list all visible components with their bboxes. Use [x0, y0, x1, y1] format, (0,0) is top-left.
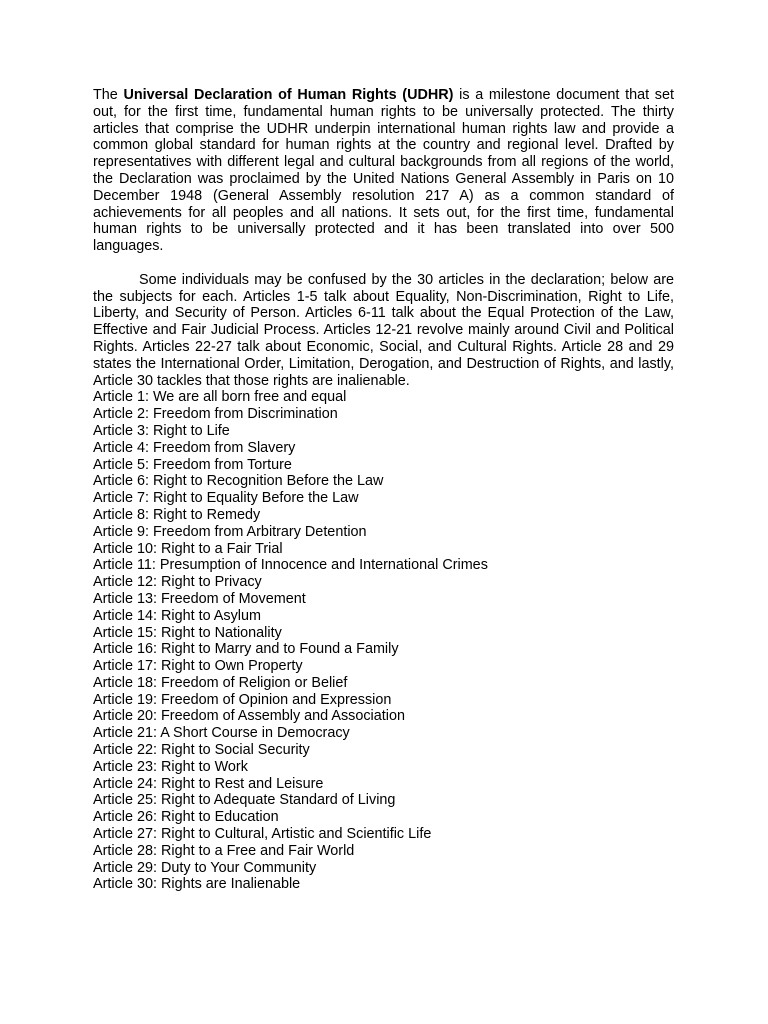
- article-list: [93, 389, 674, 893]
- udhr-title: Universal Declaration of Human Rights (UDHR): [123, 87, 454, 103]
- article-item: Article 3: Right to Life: [93, 422, 230, 439]
- article-item: Article 1: We are all born free and equal: [93, 389, 347, 406]
- article-item: Article 7: Right to Equality Before the Law: [93, 490, 359, 507]
- article-item: Article 5: Freedom from Torture: [93, 456, 292, 473]
- article-item: Article 24: Right to Rest and Leisure: [93, 775, 324, 792]
- article-item: Article 17: Right to Own Property: [93, 658, 303, 675]
- article-item: Article 12: Right to Privacy: [93, 574, 262, 591]
- intro-text: is a milestone document that set out, for the first time, fundamental human rights to be universally protected. The thirty articles that comprise the UDHR underpin international human rights law and provide a common global standard for human rights at the country and regional level. Drafted by representatives with different legal and cultural backgrounds from all regions of the world, the Declaration was proclaimed by the United Nations General Assembly in Paris on 10 December 1948 (General Assembly resolution 217 A) as a common standard of achievements for all peoples and all nations. It sets out, for the first time, fundamental human rights to be universally protected and it has been translated into over 500 languages.: [93, 87, 675, 255]
- article-item: Article 20: Freedom of Assembly and Association: [93, 708, 405, 725]
- document-page: [93, 87, 674, 893]
- article-item: Article 15: Right to Nationality: [93, 624, 282, 641]
- article-item: Article 11: Presumption of Innocence and International Crimes: [93, 557, 488, 574]
- article-item: Article 4: Freedom from Slavery: [93, 439, 296, 456]
- article-item: Article 29: Duty to Your Community: [93, 859, 317, 876]
- article-item: Article 23: Right to Work: [93, 758, 248, 775]
- article-item: Article 8: Right to Remedy: [93, 506, 261, 523]
- article-item: Article 30: Rights are Inalienable: [93, 876, 301, 893]
- article-item: Article 6: Right to Recognition Before the Law: [93, 473, 384, 490]
- summary-paragraph: Some individuals may be confused by the 30 articles in the declaration; below are the subjects for each. Articles 1-5 talk about Equality, Non-Discrimination, Right to Life, Liberty, and Security of Person. Articles 6-11 talk about the Equal Protection of the Law, Effective and Fair Judicial Process. Articles 12-21 revolve mainly around Civil and Political Rights. Articles 22-27 talk about Economic, Social, and Cultural Rights. Article 28 and 29 states the International Order, Limitation, Derogation, and Destruction of Rights, and lastly, Article 30 tackles that those rights are inalienable.: [93, 271, 674, 389]
- article-item: Article 18: Freedom of Religion or Belief: [93, 674, 348, 691]
- article-item: Article 19: Freedom of Opinion and Expression: [93, 691, 392, 708]
- article-item: Article 14: Right to Asylum: [93, 607, 261, 624]
- article-item: Article 26: Right to Education: [93, 809, 279, 826]
- article-item: Article 21: A Short Course in Democracy: [93, 725, 350, 742]
- article-item: Article 13: Freedom of Movement: [93, 590, 306, 607]
- article-item: Article 10: Right to a Fair Trial: [93, 540, 283, 557]
- article-item: Article 9: Freedom from Arbitrary Detention: [93, 523, 367, 540]
- article-item: Article 25: Right to Adequate Standard of Living: [93, 792, 396, 809]
- intro-paragraph: [93, 87, 674, 255]
- article-item: Article 2: Freedom from Discrimination: [93, 406, 338, 423]
- article-item: Article 27: Right to Cultural, Artistic and Scientific Life: [93, 826, 432, 843]
- intro-prefix: The: [93, 87, 124, 103]
- article-item: Article 22: Right to Social Security: [93, 742, 310, 759]
- article-item: Article 28: Right to a Free and Fair World: [93, 842, 355, 859]
- article-item: Article 16: Right to Marry and to Found a Family: [93, 641, 399, 658]
